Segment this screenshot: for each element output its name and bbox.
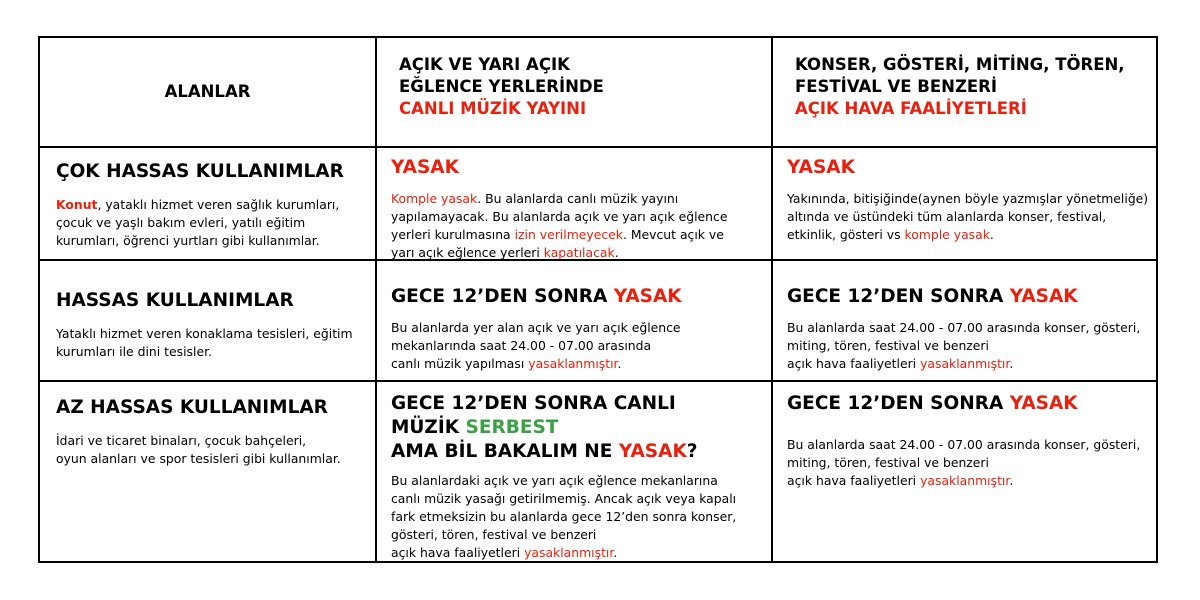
- row-sensitive-category: [40, 261, 377, 382]
- events-description: Bu alanlarda saat 24.00 - 07.00 arasında konser, gösteri, miting, tören, festival ve benzeri açık hava faaliyetleri yasaklanmıştır.: [787, 437, 1141, 488]
- status-title: YASAK: [391, 157, 459, 178]
- events-description: Bu alanlarda saat 24.00 - 07.00 arasında konser, gösteri, miting, tören, festival ve benzeri açık hava faaliyetleri yasaklanmıştır.: [787, 320, 1141, 371]
- status-title: GECE 12’DEN SONRA YASAK: [787, 393, 1078, 414]
- regulation-table: [38, 36, 1158, 563]
- header-events-line1: KONSER, GÖSTERİ, MİTİNG, TÖREN,: [795, 55, 1125, 74]
- category-title: HASSAS KULLANIMLAR: [56, 290, 294, 311]
- header-live-music: [377, 38, 773, 148]
- music-description: Bu alanlarda yer alan açık ve yarı açık eğlence mekanlarında saat 24.00 - 07.00 arasında canlı müzik yapılması yasaklanmıştır.: [391, 320, 681, 371]
- header-live-music-line3: CANLI MÜZİK YAYINI: [399, 99, 587, 118]
- status-title: GECE 12’DEN SONRA CANLI MÜZİK SERBEST AMA BİL BAKALIM NE YASAK?: [391, 393, 698, 462]
- music-description: Komple yasak. Bu alanlarda canlı müzik yayını yapılamayacak. Bu alanlarda açık ve yarı açık eğlence yerleri kurulmasına izin verilmeyecek. Mevcut açık ve yarı açık eğlence yerleri kapatılacak.: [391, 191, 728, 260]
- desc-highlight: Konut: [56, 197, 98, 212]
- header-events-line3: AÇIK HAVA FAALİYETLERİ: [795, 99, 1027, 118]
- row-less-sensitive-events: [773, 382, 1156, 562]
- row-sensitive-music: [377, 261, 773, 382]
- header-areas-label: ALANLAR: [164, 82, 251, 101]
- header-live-music-line2: EĞLENCE YERLERİNDE: [399, 77, 604, 96]
- status-title: GECE 12’DEN SONRA YASAK: [787, 286, 1078, 307]
- header-open-air-events: [773, 38, 1156, 148]
- category-description: Konut, yataklı hizmet veren sağlık kurumları, çocuk ve yaşlı bakım evleri, yatılı eğitim kurumları, öğrenci yurtları gibi kullanımlar.: [56, 197, 340, 248]
- row-less-sensitive-music: [377, 382, 773, 562]
- row-very-sensitive-music: [377, 148, 773, 261]
- row-sensitive-events: [773, 261, 1156, 382]
- category-description: Yataklı hizmet veren konaklama tesisleri, eğitim kurumları ile dini tesisler.: [56, 326, 353, 359]
- category-description: İdari ve ticaret binaları, çocuk bahçeleri, oyun alanları ve spor tesisleri gibi kullanımlar.: [56, 433, 341, 466]
- events-description: Yakınında, bitişiğinde(aynen böyle yazmışlar yönetmeliğe) altında ve üstündeki tüm alanlarda konser, festival, etkinlik, gösteri vs komple yasak.: [787, 191, 1149, 242]
- header-areas: [40, 38, 377, 148]
- status-title: YASAK: [787, 157, 855, 178]
- category-title: AZ HASSAS KULLANIMLAR: [56, 397, 328, 418]
- row-very-sensitive-category: [40, 148, 377, 261]
- row-very-sensitive-events: [773, 148, 1156, 261]
- row-less-sensitive-category: [40, 382, 377, 562]
- header-live-music-line1: AÇIK VE YARI AÇIK: [399, 55, 570, 74]
- header-events-line2: FESTİVAL VE BENZERİ: [795, 77, 998, 96]
- status-title: GECE 12’DEN SONRA YASAK: [391, 286, 682, 307]
- category-title: ÇOK HASSAS KULLANIMLAR: [56, 161, 344, 182]
- music-description: Bu alanlardaki açık ve yarı açık eğlence mekanlarına canlı müzik yasağı getirilmemiş. Ancak açık veya kapalı fark etmeksizin bu alanlarda gece 12’den sonra konser, gösteri, tören, festival ve benzeri açık hava faaliyetleri yasaklanmıştır.: [391, 473, 737, 560]
